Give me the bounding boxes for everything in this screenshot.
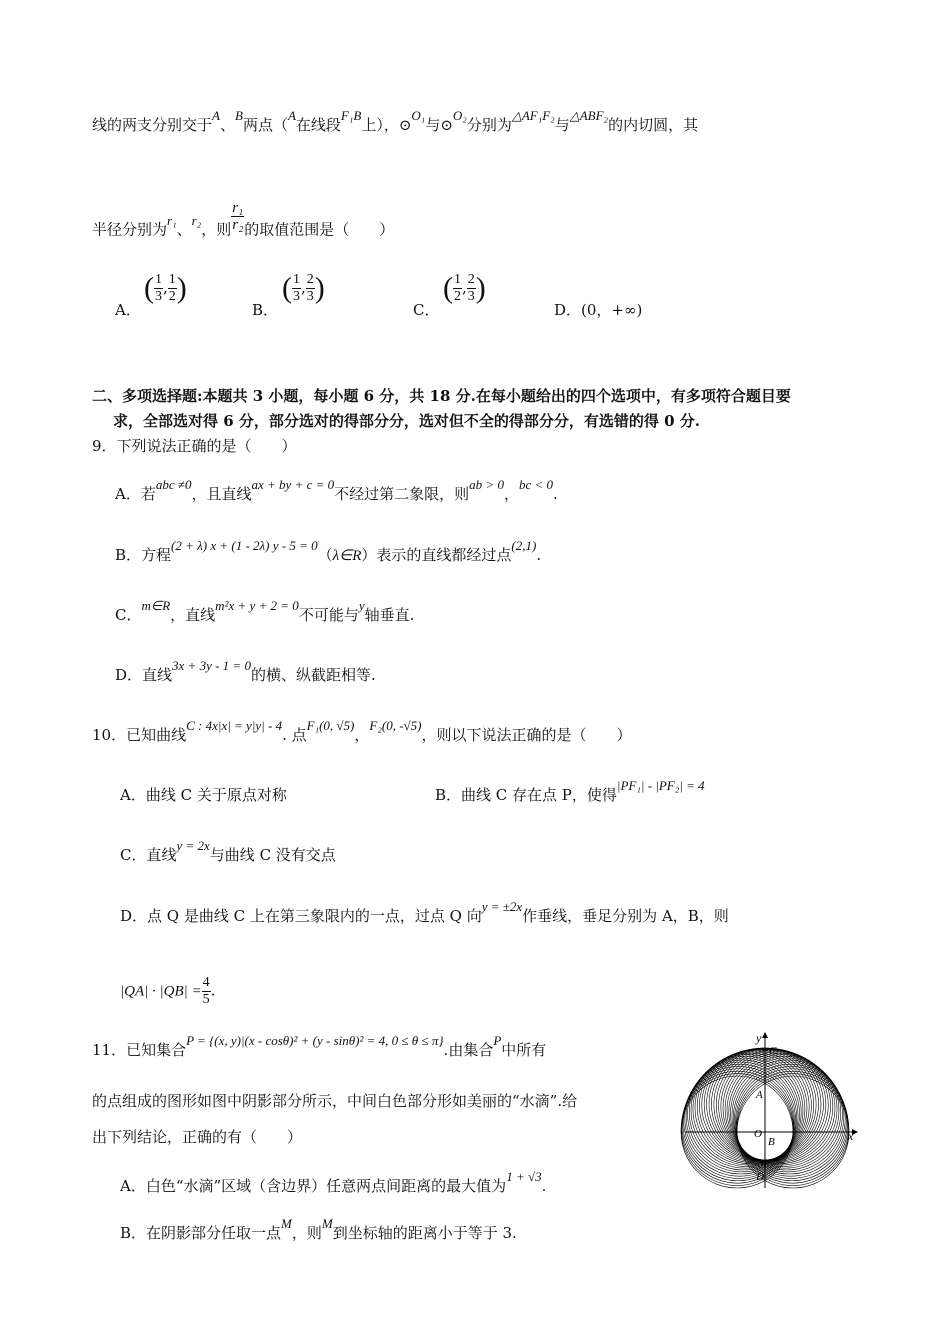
math: P bbox=[493, 1033, 502, 1048]
math: y = 2x bbox=[176, 838, 210, 853]
q8-line1 bbox=[92, 108, 699, 136]
numerator: r₁ bbox=[232, 200, 244, 216]
math: M bbox=[281, 1216, 292, 1231]
q11-option-a bbox=[120, 1169, 547, 1197]
text: 与曲线 C 没有交点 bbox=[209, 846, 336, 864]
label: B．方程 bbox=[115, 546, 172, 564]
numerator: 1 bbox=[168, 272, 176, 287]
math: |QA| · |QB| = bbox=[120, 983, 202, 1000]
text: 在线段 bbox=[295, 116, 341, 134]
label: C．直线 bbox=[120, 846, 177, 864]
q9-option-c bbox=[115, 598, 415, 626]
label: A．若 bbox=[115, 485, 156, 503]
section-heading-line1: 二、多项选择题:本题共 3 小题，每小题 6 分，共 18 分.在每小题给出的四个选项中，有多项符合题目要 bbox=[92, 387, 791, 405]
text: 半径分别为 bbox=[92, 220, 168, 239]
q10-stem bbox=[92, 718, 632, 746]
numerator: 1 bbox=[454, 272, 461, 287]
text: .由集合 bbox=[443, 1041, 494, 1059]
math: bc < 0 bbox=[518, 477, 554, 492]
math: P = {(x, y)|(x - cosθ)² + (y - sinθ)² = 4, 0 ≤ θ ≤ π} bbox=[186, 1033, 444, 1048]
numerator: 1 bbox=[293, 272, 300, 287]
q8-option-d bbox=[554, 300, 642, 320]
interval: (0，+∞) bbox=[581, 301, 643, 319]
numerator: 1 bbox=[155, 272, 162, 287]
text: ，且直线 bbox=[191, 485, 252, 503]
text: D．点 Q 是曲线 C 上在第三象限内的一点，过点 Q 向 bbox=[120, 907, 482, 925]
text: B．曲线 C 存在点 P，使得 bbox=[435, 786, 617, 804]
q8-option-b-interval: ( $\frac{1}{3}$ , $\frac{2}{3}$ ) bbox=[282, 271, 325, 305]
denominator: 5 bbox=[202, 992, 210, 1007]
numerator: 2 bbox=[467, 272, 475, 287]
text: 不经过第二象限，则 bbox=[334, 485, 470, 503]
denominator: r₂ bbox=[232, 217, 244, 233]
text: 、 bbox=[219, 116, 235, 134]
math: F₁(0, √5) bbox=[306, 718, 355, 733]
label-y: y bbox=[756, 1031, 762, 1045]
text: B．在阴影部分任取一点 bbox=[120, 1224, 282, 1242]
math: λ∈R bbox=[332, 548, 362, 564]
q10-option-b bbox=[435, 778, 705, 806]
water-drop-figure bbox=[680, 1030, 860, 1190]
left-paren: ( bbox=[443, 271, 453, 305]
text: ，直线 bbox=[170, 606, 216, 624]
text: 11．已知集合 bbox=[92, 1041, 187, 1059]
label: C． bbox=[115, 606, 142, 624]
text: . bbox=[541, 1177, 547, 1195]
label-o: O bbox=[754, 1128, 762, 1140]
text: 的横、纵截距相等. bbox=[250, 666, 376, 684]
q10-option-a: A．曲线 C 关于原点对称 bbox=[120, 786, 287, 804]
q8-line2 bbox=[92, 200, 395, 247]
fraction bbox=[306, 272, 315, 305]
denominator: 3 bbox=[306, 289, 314, 304]
denominator: 3 bbox=[155, 289, 162, 304]
text: 不可能与 bbox=[298, 606, 359, 624]
fraction bbox=[231, 200, 244, 233]
q9-stem: 9．下列说法正确的是（ ） bbox=[92, 437, 297, 455]
text: ， bbox=[354, 726, 370, 744]
math: r₂ bbox=[191, 212, 202, 228]
text: 10．已知曲线 bbox=[92, 726, 187, 744]
text: ， bbox=[503, 485, 519, 503]
math: A bbox=[212, 108, 220, 123]
denominator: 2 bbox=[454, 289, 461, 304]
math: |PF₁| - |PF₂| = 4 bbox=[616, 778, 705, 793]
q8-option-b bbox=[252, 300, 278, 320]
math: y bbox=[358, 598, 365, 613]
q8-option-a bbox=[115, 300, 141, 320]
right-paren: ) bbox=[176, 271, 187, 305]
text: ）表示的直线都经过点 bbox=[361, 546, 512, 564]
text: ，则 bbox=[291, 1224, 322, 1242]
math: 1 + √3 bbox=[506, 1169, 542, 1184]
text: 两点（ bbox=[242, 116, 288, 134]
denominator: 3 bbox=[293, 289, 300, 304]
left-paren: ( bbox=[282, 271, 292, 305]
section-heading-line2: 求，全部选对得 6 分，部分选对的得部分分，选对但不全的得部分分，有选错的得 0 分. bbox=[113, 412, 700, 430]
text: 、 bbox=[176, 220, 192, 239]
left-paren: ( bbox=[144, 271, 154, 305]
right-paren: ) bbox=[314, 271, 325, 305]
fraction bbox=[453, 272, 462, 305]
fraction bbox=[292, 272, 301, 305]
math: C : 4x|x| = y|y| - 4 bbox=[186, 718, 283, 733]
text: . bbox=[553, 485, 558, 503]
right-paren: ) bbox=[475, 271, 486, 305]
text: 的取值范围是（ ） bbox=[244, 220, 395, 239]
text: 的内切圆，其 bbox=[608, 116, 699, 134]
numerator: 4 bbox=[202, 975, 210, 990]
label-a: A bbox=[756, 1089, 763, 1101]
math: abc ≠0 bbox=[155, 477, 192, 492]
math: (2 + λ) x + (1 - 2λ) y - 5 = 0 bbox=[171, 538, 318, 553]
text: 作垂线，垂足分别为 A，B，则 bbox=[522, 907, 729, 925]
q10-option-c bbox=[120, 838, 336, 866]
text: 轴垂直. bbox=[364, 606, 415, 624]
math: m²x + y + 2 = 0 bbox=[215, 598, 299, 613]
text: . 点 bbox=[282, 726, 307, 744]
math: r₁ bbox=[167, 212, 177, 228]
q11-stem bbox=[92, 1033, 547, 1061]
q10-option-d bbox=[120, 899, 729, 927]
label-c: C bbox=[769, 1045, 777, 1057]
label: D． bbox=[554, 301, 582, 319]
text: 与 bbox=[554, 116, 570, 134]
label: B． bbox=[252, 301, 279, 319]
math: △AF₁F₂ bbox=[511, 108, 555, 123]
math: ab > 0 bbox=[469, 477, 504, 492]
fraction bbox=[168, 272, 177, 305]
text: （ bbox=[317, 546, 333, 564]
label-d: D bbox=[756, 1171, 764, 1183]
q9-option-b bbox=[115, 538, 542, 566]
label: D．直线 bbox=[115, 666, 173, 684]
label-x: x bbox=[848, 1129, 854, 1143]
text: 线的两支分别交于 bbox=[92, 116, 213, 134]
denominator: 3 bbox=[467, 289, 475, 304]
text: . bbox=[210, 981, 216, 1000]
fraction bbox=[202, 975, 211, 1008]
fraction bbox=[154, 272, 163, 305]
q9-option-d bbox=[115, 658, 376, 686]
label: A． bbox=[115, 301, 141, 319]
math: A bbox=[287, 108, 296, 123]
q8-option-c bbox=[413, 300, 439, 320]
math: ax + by + c = 0 bbox=[251, 477, 335, 492]
math: M bbox=[321, 1216, 333, 1231]
numerator: 2 bbox=[306, 272, 314, 287]
text: 到坐标轴的距离小于等于 3. bbox=[332, 1224, 517, 1242]
text: ，则 bbox=[201, 220, 232, 239]
q9-option-a bbox=[115, 477, 558, 505]
text: 分别为 bbox=[466, 116, 512, 134]
text: ，则以下说法正确的是（ ） bbox=[421, 726, 632, 744]
math: (2,1) bbox=[511, 538, 537, 553]
denominator: 2 bbox=[168, 289, 176, 304]
math: O₁ bbox=[411, 108, 426, 123]
q11-option-b bbox=[120, 1216, 517, 1244]
q10-option-d-result bbox=[120, 975, 215, 1008]
fraction bbox=[467, 272, 476, 305]
text: A．白色“水滴”区域（含边界）任意两点间距离的最大值为 bbox=[120, 1177, 507, 1195]
q8-option-c-interval: ( $\frac{1}{2}$ , $\frac{2}{3}$ ) bbox=[443, 271, 486, 305]
math: F₂(0, -√5) bbox=[369, 718, 422, 733]
q8-option-a-interval: ( $\frac{1}{3}$ , $\frac{1}{2}$ ) bbox=[144, 271, 187, 305]
text: 中所有 bbox=[501, 1041, 547, 1059]
text: 上），⊙ bbox=[361, 116, 412, 134]
label-b: B bbox=[768, 1136, 775, 1148]
q11-line3: 出下列结论，正确的有（ ） bbox=[92, 1128, 303, 1146]
math: B bbox=[234, 108, 243, 123]
label: C． bbox=[413, 301, 440, 319]
math: F₁B bbox=[340, 108, 362, 123]
math: O₂ bbox=[452, 108, 467, 123]
y-axis-arrow bbox=[762, 1032, 768, 1038]
math: y = ±2x bbox=[481, 899, 523, 914]
text: 与⊙ bbox=[425, 116, 453, 134]
q11-line2: 的点组成的图形如图中阴影部分所示，中间白色部分形如美丽的“水滴”.给 bbox=[92, 1092, 578, 1110]
math: 3x + 3y - 1 = 0 bbox=[172, 658, 251, 673]
text: . bbox=[536, 546, 542, 564]
math: m∈R bbox=[141, 598, 171, 613]
math: △ABF₂ bbox=[569, 108, 609, 123]
